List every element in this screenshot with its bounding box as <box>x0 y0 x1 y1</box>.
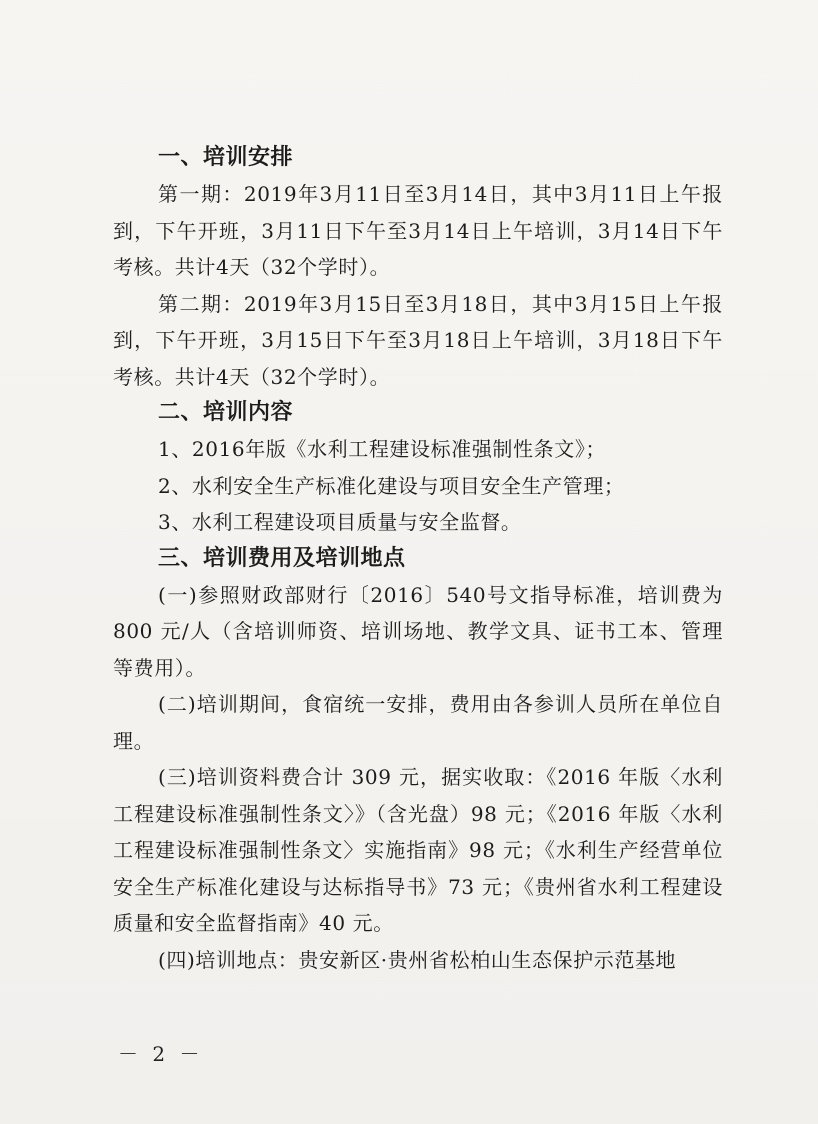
paragraph-phase-two: 第二期：2019年3月15日至3月18日，其中3月15日上午报到，下午开班，3月15日下午至3月18日上午培训，3月18日下午考核。共计4天（32个学时）。 <box>113 291 723 389</box>
paragraph-phase-one: 第一期：2019年3月11日至3月14日，其中3月11日上午报到，下午开班，3月11日下午至3月14日上午培训，3月14日下午考核。共计4天（32个学时）。 <box>113 182 723 279</box>
section-heading-fees-and-location: 三、培训费用及培训地点 <box>158 545 406 571</box>
paragraph-materials-fee: (三)培训资料费合计 309 元，据实收取：《2016 年版〈水利工程建设标准强制性条文〉》（含光盘）98 元；《2016 年版〈水利工程建设标准强制性条文〉实施指南》98 元；《水利生产经营单位安全生产标准化建设与达标指导书》73 元；《贵州省水利工程建设质量和安全监督指南》40 元。 <box>113 765 723 935</box>
document-body <box>113 140 723 978</box>
paragraph-training-location: (四)培训地点：贵安新区·贵州省松柏山生态保护示范基地 <box>158 947 677 972</box>
content-list-item: 1、2016年版《水利工程建设标准强制性条文》； <box>158 437 607 461</box>
content-list-item: 3、水利工程建设项目质量与安全监督。 <box>158 510 522 534</box>
content-list-item: 2、水利安全生产标准化建设与项目安全生产管理； <box>158 473 625 498</box>
section-heading-training-schedule: 一、培训安排 <box>158 145 294 170</box>
page-number: － 2 － <box>118 1042 204 1066</box>
paragraph-accommodation: (二)培训期间，食宿统一安排，费用由各参训人员所在单位自理。 <box>113 692 723 753</box>
paragraph-training-fee: (一)参照财政部财行〔2016〕540号文指导标准，培训费为800 元/人（含培训师资、培训场地、教学文具、证书工本、管理等费用）。 <box>113 582 723 680</box>
section-heading-training-content: 二、培训内容 <box>158 400 294 425</box>
